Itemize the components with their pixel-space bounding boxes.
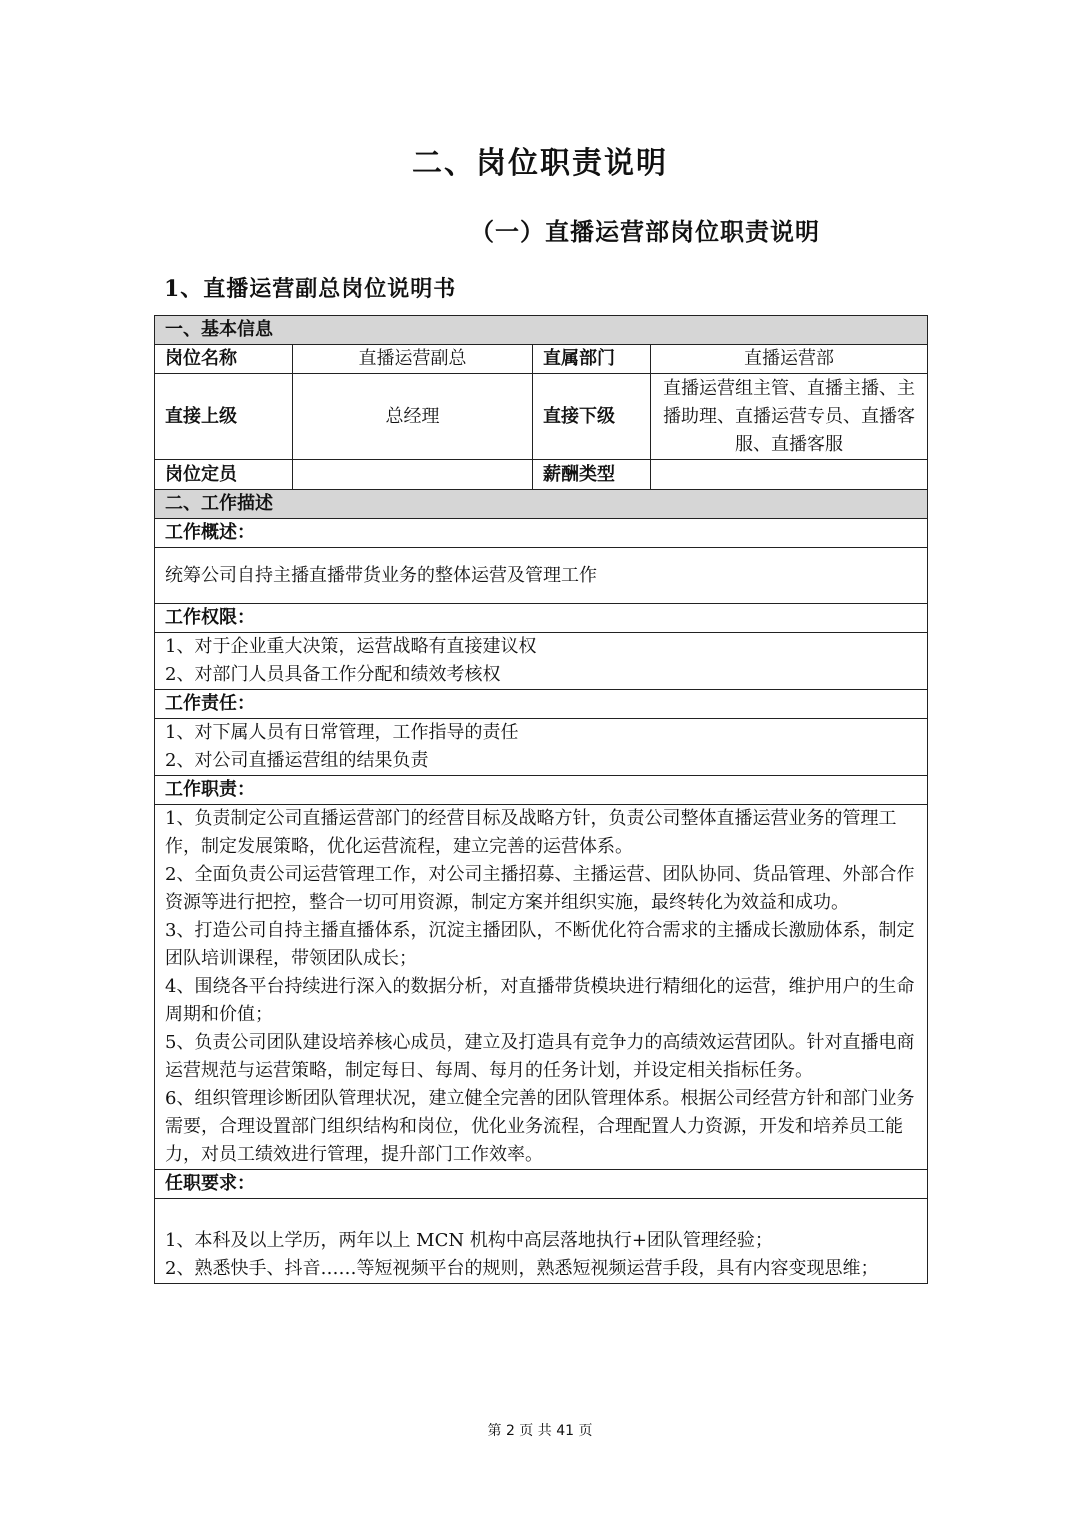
list-item: 2、对公司直播运营组的结果负责 [165,750,429,771]
requirements-list [155,1199,928,1284]
basic-info-header: 一、基本信息 [155,316,928,345]
page-number: 第 2 页 共 41 页 [487,1423,593,1439]
list-item: 4、围绕各平台持续进行深入的数据分析，对直播带货模块进行精细化的运营，维护用户的生命周期和价值； [165,976,915,1025]
list-item: 2、全面负责公司运营管理工作，对公司主播招募、主播运营、团队协同、货品管理、外部合作资源等进行把控，整合一切可用资源，制定方案并组织实施，最终转化为效益和成功。 [165,864,915,913]
duties-label: 工作职责： [155,776,928,805]
subordinate-value: 直播运营组主管、直播主播、主播助理、直播运营专员、直播客服、直播客服 [651,374,928,460]
list-item: 1、对下属人员有日常管理，工作指导的责任 [165,722,519,743]
duties-list [155,805,928,1170]
list-item: 2、对部门人员具备工作分配和绩效考核权 [165,664,501,685]
list-item: 1、对于企业重大决策，运营战略有直接建议权 [165,636,537,657]
superior-label: 直接上级 [155,374,293,460]
list-item: 3、打造公司自持主播直播体系，沉淀主播团队，不断优化符合需求的主播成长激励体系，制定团队培训课程，带领团队成长； [165,920,915,969]
superior-value: 总经理 [293,374,533,460]
salary-type-label: 薪酬类型 [533,460,651,490]
overview-text: 统筹公司自持主播直播带货业务的整体运营及管理工作 [155,548,928,604]
authority-list [155,633,928,690]
requirements-label: 任职要求： [155,1170,928,1199]
overview-label: 工作概述： [155,519,928,548]
section-title: 1、直播运营副总岗位说明书 [164,276,457,302]
headcount-label: 岗位定员 [155,460,293,490]
list-item: 2、熟悉快手、抖音……等短视频平台的规则，熟悉短视频运营手段，具有内容变现思维； [165,1258,879,1279]
responsibility-list [155,719,928,776]
document-title: 二、岗位职责说明 [412,146,668,181]
list-item: 5、负责公司团队建设培养核心成员，建立及打造具有竞争力的高绩效运营团队。针对直播电商运营规范与运营策略，制定每日、每周、每月的任务计划，并设定相关指标任务。 [165,1032,915,1081]
responsibility-label: 工作责任： [155,690,928,719]
list-item: 1、本科及以上学历，两年以上 MCN 机构中高层落地执行+团队管理经验； [165,1230,773,1251]
headcount-value [293,460,533,490]
salary-type-value [651,460,928,490]
department-value: 直播运营部 [651,345,928,374]
department-label: 直属部门 [533,345,651,374]
list-item: 6、组织管理诊断团队管理状况，建立健全完善的团队管理体系。根据公司经营方针和部门业务需要，合理设置部门组织结构和岗位，优化业务流程，合理配置人力资源，开发和培养员工能力，对员工绩效进行管理，提升部门工作效率。 [165,1088,915,1165]
subordinate-label: 直接下级 [533,374,651,460]
list-item: 1、负责制定公司直播运营部门的经营目标及战略方针，负责公司整体直播运营业务的管理工作，制定发展策略，优化运营流程，建立完善的运营体系。 [165,808,897,857]
position-name-value: 直播运营副总 [293,345,533,374]
position-name-label: 岗位名称 [155,345,293,374]
job-description-table [154,315,928,1284]
document-subtitle: （一）直播运营部岗位职责说明 [470,217,820,246]
work-description-header: 二、工作描述 [155,490,928,519]
authority-label: 工作权限： [155,604,928,633]
